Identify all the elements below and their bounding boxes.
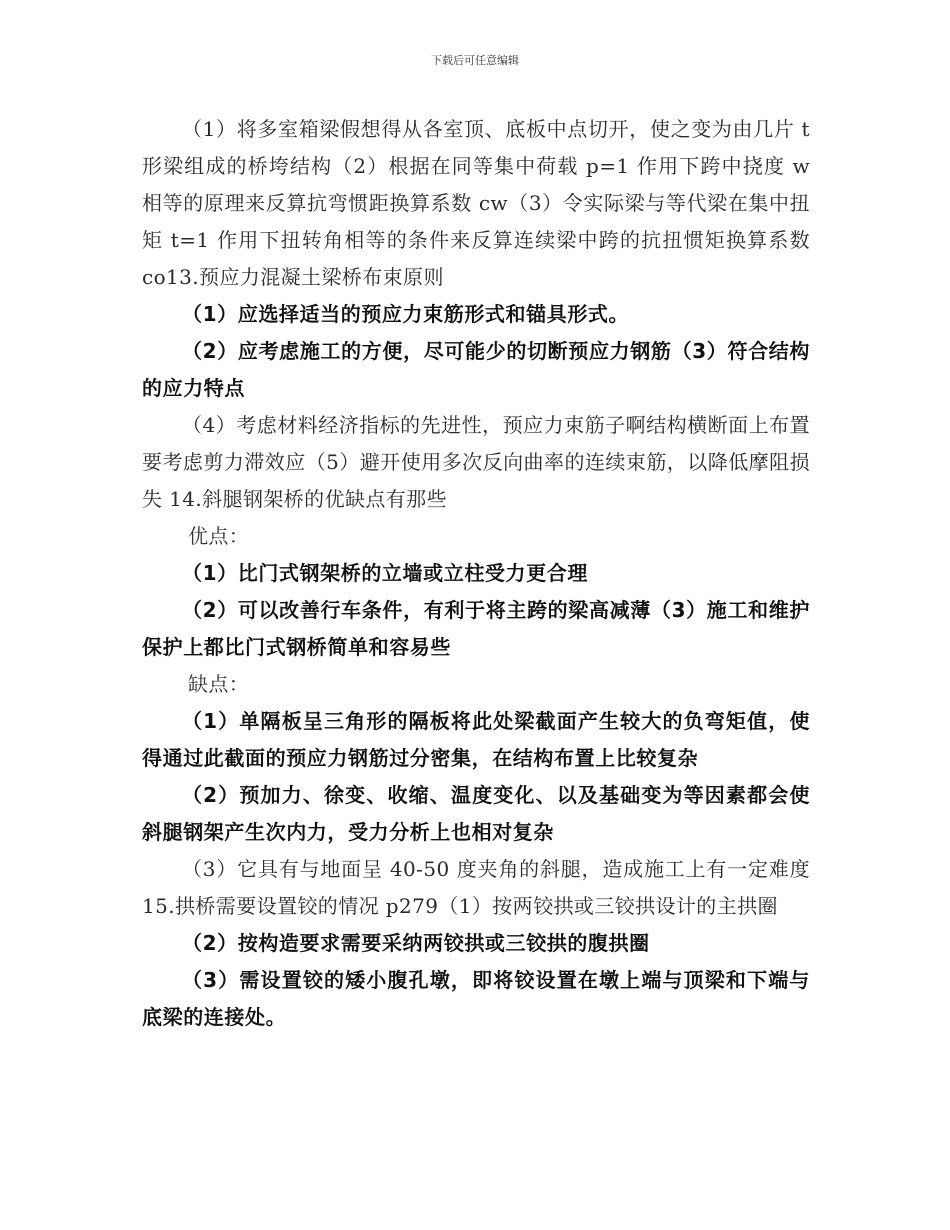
- advantage-2-3: （2）可以改善行车条件，有利于将主跨的梁高减薄（3）施工和维护保护上都比门式钢桥简单和容易些: [142, 598, 810, 659]
- paragraph-principle-4-5: （4）考虑材料经济指标的先进性，预应力束筋子啊结构横断面上布置要考虑剪力滞效应（5）避开使用多次反向曲率的连续束筋，以降低摩阻损失 14.斜腿钢架桥的优缺点有那些: [142, 413, 810, 511]
- disadvantage-1: （1）单隔板呈三角形的隔板将此处梁截面产生较大的负弯矩值，使得通过此截面的预应力钢筋过分密集，在结构布置上比较复杂: [142, 709, 810, 770]
- paragraph-box-girder-method: （1）将多室箱梁假想得从各室顶、底板中点切开，使之变为由几片 t 形梁组成的桥垮结构（2）根据在同等集中荷载 p=1 作用下跨中挠度 w 相等的原理来反算抗弯惯距换算系数 cw（3）令实际梁与等代梁在集中扭矩 t=1 作用下扭转角相等的条件来反算连续梁中跨的抗扭惯矩换算系数 co13.预应力混凝土梁桥布束原则: [142, 117, 810, 289]
- paragraph-principle-1: （1）应选择适当的预应力束筋形式和锚具形式。: [182, 302, 630, 326]
- document-body: [142, 111, 810, 1036]
- arch-hinge-2: （2）按构造要求需要采纳两铰拱或三铰拱的腹拱圈: [182, 931, 650, 955]
- page-header-note: 下载后可任意编辑: [431, 54, 519, 67]
- paragraph-principle-2-3: （2）应考虑施工的方便，尽可能少的切断预应力钢筋（3）符合结构的应力特点: [142, 339, 810, 400]
- advantage-1: （1）比门式钢架桥的立墙或立柱受力更合理: [182, 561, 588, 585]
- disadvantages-label: 缺点：: [188, 672, 250, 696]
- disadvantage-3-and-arch-hinge: （3）它具有与地面呈 40-50 度夹角的斜腿，造成施工上有一定难度 15.拱桥需要设置铰的情况 p279（1）按两铰拱或三铰拱设计的主拱圈: [142, 857, 810, 918]
- disadvantage-2: （2）预加力、徐变、收缩、温度变化、以及基础变为等因素都会使斜腿钢架产生次内力，受力分析上也相对复杂: [142, 783, 810, 844]
- arch-hinge-3: （3）需设置铰的矮小腹孔墩，即将铰设置在墩上端与顶梁和下端与底梁的连接处。: [142, 968, 810, 1029]
- advantages-label: 优点：: [188, 524, 250, 548]
